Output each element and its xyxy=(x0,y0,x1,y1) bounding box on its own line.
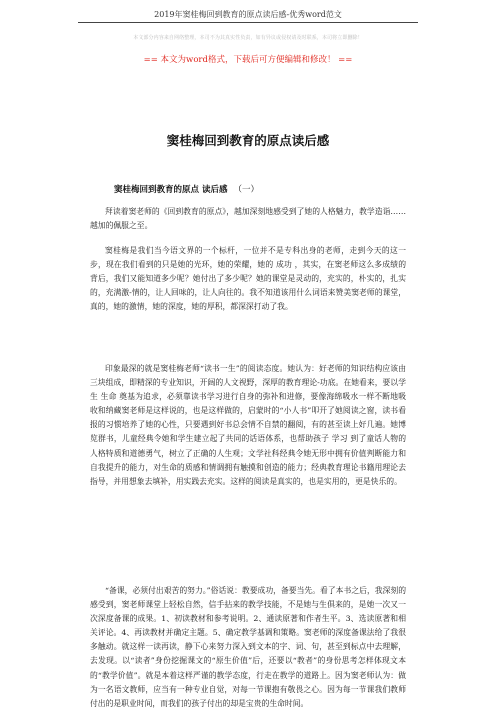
paragraph-4-text: “备课，必须付出艰苦的努力。”俗话说：教要成功，备要当先。看了本书之后，我深刻的感受到，窦老师课堂上轻松自然，信手拈来的教学技能，不是她与生俱来的，是她一次又一次深度备课的成果。1、初读教材和参考说明。2、通读原著和作者生平。3、选读原著和相关评论。4、再读教材并确定主题。5、确定教学基调和策略。窦老师的深度备课法给了我很多触动。就这样一读再读，静下心来努力深入到文本的字、词、句，甚至到标点中去理解，去发现。以“读者”身份挖掘课文的“原生价值”后，还要以“教者”的身份思考怎样体现文本的“教学价值”。就是本着这样严谨的教学态度，行走在教学的道路上。因为窦老师认为：做为一名语文教师，应当有一种专业自觉，对每一节课抱有敬畏之心。因为每一节课我们教师付出的是职业时间，而我们的孩子付出的却是宝贵的生命时间。 xyxy=(90,586,406,708)
section-number: （一） xyxy=(233,185,259,195)
section-heading xyxy=(114,183,259,195)
header-title: 2019年窦桂梅回到教育的原点读后感-优秀word范文 xyxy=(154,10,342,19)
paragraph-2 xyxy=(90,244,406,314)
document-title: 窦桂梅回到教育的原点读后感 xyxy=(166,133,330,148)
disclaimer-text: 本文部分内容来自网络整理，本司不为其真实性负责，如有异议或侵权请及时联系，本司将立即删除！ xyxy=(133,35,363,41)
word-format-notice: == 本文为word格式，下载后可方便编辑和修改！ == xyxy=(143,55,353,65)
paragraph-2-text: 窦桂梅是我们当今语文界的一个标杆，一位并不是专科出身的老师，走到今天的这一步，现在我们看到的只是她的光环，她的荣耀，她的 成功 ，其实，在窦老师这么多成绩的背后，我们又能知道多少呢？她付出了多少呢？她的课堂是灵动的，充实的，朴实的，扎实的，充满激-情的，让人回味的，让人向往的。我不知道该用什么词语来赞美窦老师的课堂，真的，她的激情，她的深度，她的厚积，都深深打动了我。 xyxy=(90,246,406,312)
paragraph-1 xyxy=(90,205,406,233)
paragraph-1-text: 拜读着窦老师的《回到教育的原点》，越加深刻地感受到了她的人格魅力，教学造诣……越加的佩服之至。 xyxy=(90,207,406,231)
paragraph-3-text: 印象最深的就是窦桂梅老师“读书一生”的阅读态度。她认为：好老师的知识结构应该由三块组成，即精深的专业知识，开阔的人文视野，深厚的教育理论-功底。在她看来，要以学生 生命 奠基为追求，必须靠读书学习进行自身的弥补和进修，要像海绵吸水一样不断地吸收和纳藏窦老师是这样说的，也是这样做的，启蒙时的“小人书”叩开了她阅读之窗，读书看报的习惯培养了她的心性，只要遇到好书总会情不自禁的翻阅，有的甚至读上好几遍。她博览群书，儿童经典令她和学生建立起了共同的话语体系，也帮助孩子 学习 到了童话人物的人格特质和道德勇气，树立了正确的人生观；文学社科经典令她无形中拥有价值判断能力和自我提升的能力，对生命的质感和情调拥有触摸和创造的能力；经典教育理论书籍用理论去指导，并用想象去填补，用实践去充实。这样的阅读是真实的，也是实用的，更是快乐的。 xyxy=(90,364,406,486)
paragraph-4 xyxy=(90,584,406,711)
section-heading-text: 窦桂梅回到教育的原点 读后感 xyxy=(114,185,228,195)
header-divider xyxy=(78,22,418,23)
paragraph-3 xyxy=(90,362,406,489)
